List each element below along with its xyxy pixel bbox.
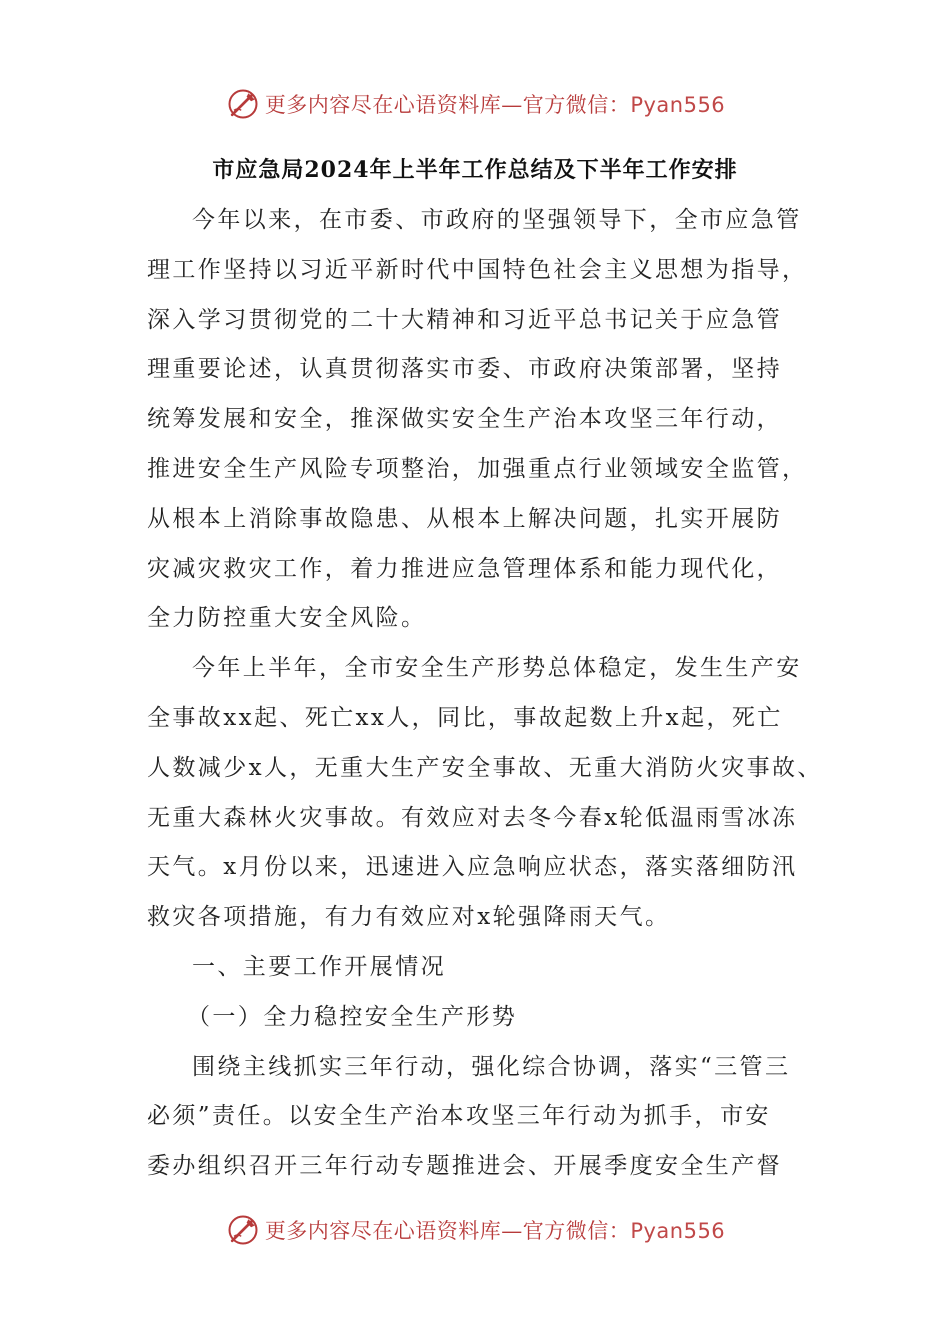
watermark-text <box>265 1215 725 1245</box>
text-line: 无重大森林火灾事故。有效应对去冬今春x轮低温雨雪冰冻 <box>147 804 798 831</box>
watermark-wechat-id: Pyan556 <box>630 1219 726 1243</box>
text-line: 救灾各项措施，有力有效应对x轮强降雨天气。 <box>147 904 671 931</box>
document-body <box>147 196 847 1192</box>
watermark-message: 更多内容尽在心语资料库—官方微信： <box>264 1219 631 1243</box>
text-line: 统筹发展和安全，推深做实安全生产治本攻坚三年行动， <box>147 406 782 433</box>
text-line: 人数减少x人，无重大生产安全事故、无重大消防火灾事故、 <box>147 754 823 781</box>
text-line: 推进安全生产风险专项整治，加强重点行业领域安全监管， <box>147 455 808 482</box>
document-title: 市应急局2024年上半年工作总结及下半年工作安排 <box>212 157 738 183</box>
text-line: 今年上半年，全市安全生产形势总体稳定，发生生产安 <box>192 655 802 682</box>
text-line: 天气。x月份以来，迅速进入应急响应状态，落实落细防汛 <box>147 854 798 881</box>
watermark-wechat-id: Pyan556 <box>630 93 726 117</box>
watermark-text <box>265 89 725 119</box>
watermark-message: 更多内容尽在心语资料库—官方微信： <box>264 93 631 117</box>
text-line: 全力防控重大安全风险。 <box>147 605 427 632</box>
pen-logo-icon <box>225 86 261 122</box>
text-line: 委办组织召开三年行动专题推进会、开展季度安全生产督 <box>147 1153 782 1180</box>
text-line: 围绕主线抓实三年行动，强化综合协调，落实“三管三 <box>192 1053 791 1080</box>
footer-watermark-banner <box>0 1210 950 1250</box>
text-line: 理重要论述，认真贯彻落实市委、市政府决策部署，坚持 <box>147 356 782 383</box>
text-line: 今年以来，在市委、市政府的坚强领导下，全市应急管 <box>192 207 802 233</box>
text-line: 深入学习贯彻党的二十大精神和习近平总书记关于应急管 <box>147 306 782 333</box>
text-line: 全事故xx起、死亡xx人，同比，事故起数上升x起，死亡 <box>147 704 783 731</box>
text-line: 一、主要工作开展情况 <box>192 953 446 980</box>
text-line: 从根本上消除事故隐患、从根本上解决问题，扎实开展防 <box>147 505 782 532</box>
header-watermark-banner <box>0 84 950 124</box>
pen-logo-icon <box>225 1212 261 1248</box>
text-line: 灾减灾救灾工作，着力推进应急管理体系和能力现代化， <box>147 555 782 582</box>
text-line: （一）全力稳控安全生产形势 <box>187 1003 518 1030</box>
text-line: 必须”责任。以安全生产治本攻坚三年行动为抓手，市安 <box>147 1103 771 1130</box>
text-line: 理工作坚持以习近平新时代中国特色社会主义思想为指导， <box>147 256 808 283</box>
